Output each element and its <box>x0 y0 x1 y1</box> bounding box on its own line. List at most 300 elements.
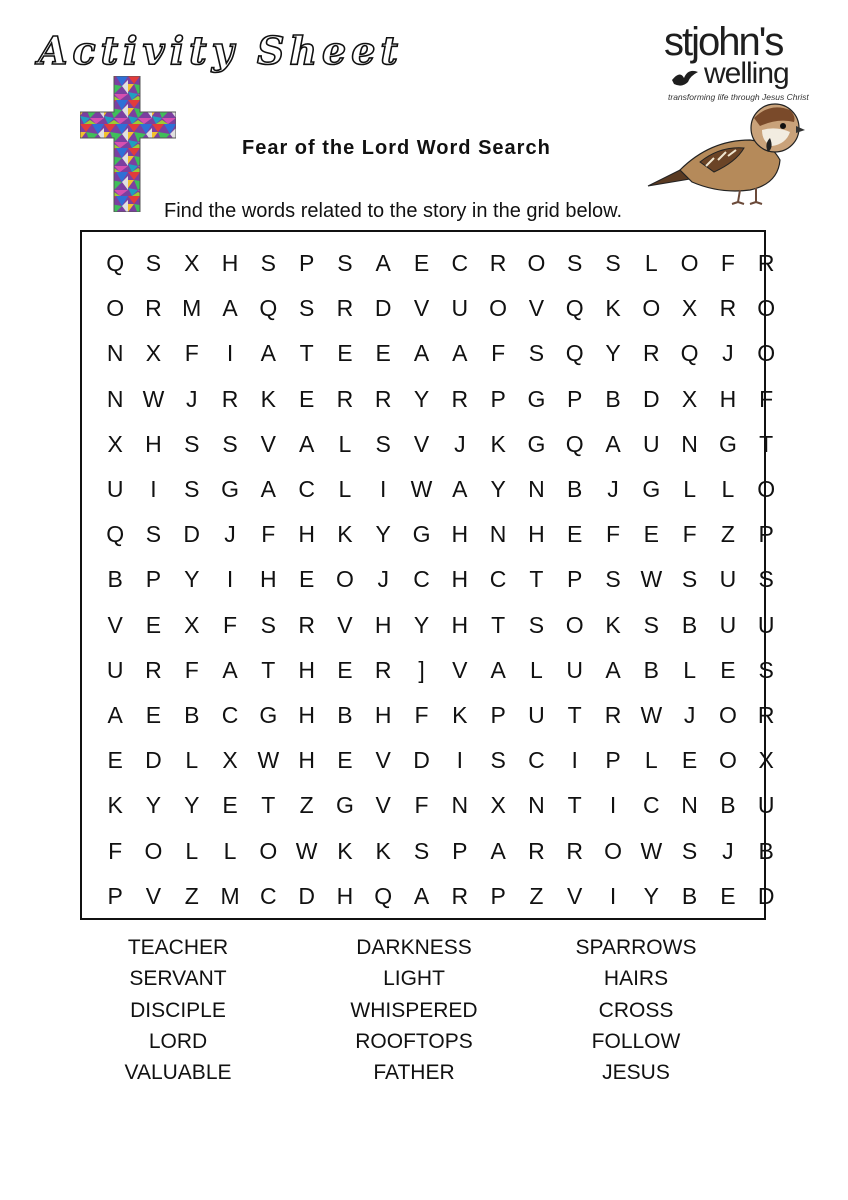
grid-letter: V <box>260 430 276 457</box>
grid-letter: D <box>757 882 775 909</box>
grid-letter: B <box>184 701 200 728</box>
grid-letter: O <box>604 837 622 864</box>
grid-letter: F <box>759 385 774 412</box>
grid-letter: J <box>185 385 198 412</box>
grid-letter: N <box>681 430 698 457</box>
grid-letter: J <box>377 566 389 593</box>
grid-letter: S <box>681 837 698 864</box>
grid-letter: H <box>451 566 469 593</box>
grid-letter: V <box>375 747 391 774</box>
grid-letter: C <box>221 701 239 728</box>
grid-letter: E <box>643 521 659 548</box>
grid-row <box>96 648 785 693</box>
grid-letter: S <box>260 611 276 638</box>
grid-letter: V <box>567 882 583 909</box>
word-list-item: FOLLOW <box>591 1029 681 1053</box>
grid-letter: P <box>298 250 315 277</box>
grid-letter: O <box>259 837 278 864</box>
grid-letter: S <box>567 250 583 277</box>
grid-letter: U <box>642 430 660 457</box>
grid-letter: K <box>605 295 621 322</box>
grid-letter: A <box>413 340 430 367</box>
grid-letter: X <box>222 747 238 774</box>
grid-letter: J <box>607 476 619 503</box>
grid-letter: A <box>260 476 276 503</box>
grid-letter: F <box>414 701 429 728</box>
grid-letter: A <box>413 882 430 909</box>
grid-letter: L <box>683 656 696 683</box>
grid-letter: R <box>719 295 737 322</box>
grid-letter: A <box>298 430 315 457</box>
grid-letter: J <box>722 837 734 864</box>
grid-letter: E <box>413 250 430 277</box>
grid-letter: B <box>337 701 353 728</box>
instructions-text: Find the words related to the story in the grid below. <box>164 200 623 222</box>
grid-letter: U <box>566 656 584 683</box>
grid-letter: L <box>644 747 658 774</box>
grid-letter: F <box>720 250 735 277</box>
grid-letter: S <box>528 340 545 367</box>
grid-letter: W <box>640 837 663 864</box>
grid-letter: T <box>299 340 314 367</box>
grid-letter: A <box>452 476 468 503</box>
grid-letter: F <box>223 611 238 638</box>
grid-row <box>96 557 785 602</box>
grid-letter: B <box>681 611 698 638</box>
grid-letter: P <box>490 701 506 728</box>
grid-letter: X <box>107 430 123 457</box>
grid-letter: D <box>374 295 392 322</box>
grid-letter: A <box>605 656 621 683</box>
grid-letter: U <box>719 611 737 638</box>
grid-letter: J <box>454 430 466 457</box>
grid-letter: C <box>642 792 660 819</box>
grid-letter: E <box>145 611 162 638</box>
grid-letter: T <box>567 701 582 728</box>
grid-letter: P <box>567 566 583 593</box>
sparrow-image <box>640 100 805 205</box>
grid-letter: B <box>567 476 583 503</box>
grid-letter: S <box>337 250 353 277</box>
grid-letter: B <box>643 656 659 683</box>
grid-letter: D <box>145 747 162 774</box>
grid-letter: X <box>184 611 200 638</box>
grid-letter: Z <box>184 882 199 909</box>
grid-letter: R <box>528 837 545 864</box>
grid-letter: N <box>528 792 545 819</box>
grid-letter: E <box>337 340 353 367</box>
grid-letter: X <box>681 385 698 412</box>
grid-letter: L <box>223 837 237 864</box>
grid-letter: V <box>145 882 162 909</box>
grid-row <box>96 603 785 648</box>
grid-letter: A <box>375 250 391 277</box>
grid-letter: S <box>145 250 162 277</box>
word-list-item: HAIRS <box>603 967 669 991</box>
grid-letter: K <box>375 837 391 864</box>
grid-letter: X <box>145 340 162 367</box>
grid-letter: G <box>527 430 546 457</box>
grid-letter: X <box>758 747 774 774</box>
grid-letter: O <box>757 476 776 503</box>
grid-letter: I <box>456 747 464 774</box>
grid-letter: R <box>145 656 162 683</box>
grid-letter: D <box>183 521 201 548</box>
grid-letter: R <box>221 385 239 412</box>
word-list-item: CROSS <box>598 998 674 1022</box>
word-list-item: WHISPERED <box>350 998 478 1022</box>
grid-letter: K <box>605 611 621 638</box>
grid-letter: Q <box>565 430 584 457</box>
grid-letter: X <box>681 295 698 322</box>
grid-letter: J <box>722 340 734 367</box>
grid-letter: Q <box>565 295 584 322</box>
grid-letter: B <box>107 566 123 593</box>
word-list-item: LIGHT <box>383 967 445 991</box>
grid-letter: R <box>336 295 354 322</box>
grid-letter: T <box>491 611 506 638</box>
word-search-title: Fear of the Lord Word Search <box>242 137 551 159</box>
grid-letter: S <box>375 430 391 457</box>
grid-letter: P <box>490 882 506 909</box>
grid-letter: S <box>528 611 545 638</box>
grid-letter: E <box>298 385 315 412</box>
grid-letter: C <box>260 882 277 909</box>
grid-letter: E <box>720 882 736 909</box>
logo-name-line1: stjohn's <box>664 20 783 64</box>
grid-letter: O <box>718 747 737 774</box>
grid-letter: H <box>451 521 469 548</box>
grid-letter: D <box>413 747 430 774</box>
grid-letter: S <box>413 837 430 864</box>
word-list-item: ROOFTOPS <box>355 1029 473 1053</box>
grid-letter: V <box>413 295 430 322</box>
grid-letter: H <box>298 747 315 774</box>
grid-letter: U <box>757 792 775 819</box>
grid-letter: G <box>527 385 546 412</box>
grid-letter: R <box>374 656 392 683</box>
grid-letter: L <box>185 837 199 864</box>
grid-letter: H <box>298 521 315 548</box>
grid-letter: U <box>451 295 469 322</box>
grid-letter: O <box>106 295 125 322</box>
grid-letter: F <box>414 792 429 819</box>
grid-letter: H <box>260 566 277 593</box>
grid-letter: X <box>184 250 200 277</box>
grid-letter: Q <box>259 295 278 322</box>
grid-letter: R <box>604 701 622 728</box>
grid-letter: I <box>609 792 617 819</box>
grid-letter: O <box>642 295 661 322</box>
grid-letter: L <box>683 476 696 503</box>
grid-letter: U <box>528 701 545 728</box>
word-search-grid <box>80 230 776 920</box>
grid-letter: H <box>451 611 469 638</box>
grid-letter: D <box>642 385 660 412</box>
word-list-item: LORD <box>148 1029 208 1053</box>
grid-letter: I <box>609 882 617 909</box>
grid-letter: Y <box>413 611 430 638</box>
grid-letter: W <box>257 747 280 774</box>
grid-letter: P <box>107 882 123 909</box>
grid-letter: E <box>145 701 162 728</box>
grid-letter: B <box>681 882 698 909</box>
grid-letter: U <box>106 476 124 503</box>
grid-letter: E <box>567 521 583 548</box>
grid-letter: G <box>642 476 661 503</box>
grid-letter: F <box>261 521 276 548</box>
grid-letter: O <box>718 701 737 728</box>
grid-letter: T <box>567 792 582 819</box>
grid-letter: S <box>145 521 162 548</box>
grid-letter: B <box>720 792 736 819</box>
grid-letter: L <box>185 747 199 774</box>
grid-letter: S <box>758 566 774 593</box>
word-list <box>80 932 766 1088</box>
word-list-item: JESUS <box>602 1061 670 1085</box>
grid-letter: S <box>260 250 276 277</box>
word-column <box>296 932 532 1088</box>
dove-icon <box>670 66 700 90</box>
grid-letter: S <box>681 566 698 593</box>
grid-letter: B <box>758 837 774 864</box>
grid-letter: P <box>758 521 774 548</box>
grid-letter: Y <box>184 566 200 593</box>
grid-letter: A <box>490 837 506 864</box>
grid-letter: O <box>757 340 776 367</box>
grid-letter: C <box>298 476 315 503</box>
grid-letter: N <box>681 792 698 819</box>
grid-letter: R <box>145 295 162 322</box>
grid-letter: S <box>222 430 238 457</box>
grid-letter: N <box>106 340 124 367</box>
grid-row <box>96 828 785 873</box>
grid-letter: G <box>221 476 239 503</box>
grid-letter: P <box>145 566 162 593</box>
grid-letter: H <box>298 656 315 683</box>
grid-letter: S <box>643 611 659 638</box>
grid-letter: I <box>380 476 387 503</box>
grid-letter: A <box>452 340 468 367</box>
grid-letter: A <box>260 340 276 367</box>
grid-letter: G <box>718 430 737 457</box>
grid-letter: E <box>375 340 391 367</box>
word-list-item: DISCIPLE <box>130 998 226 1022</box>
grid-letter: R <box>489 250 507 277</box>
grid-letter: S <box>605 566 621 593</box>
grid-letter: S <box>298 295 315 322</box>
grid-letter: O <box>489 295 508 322</box>
grid-letter: F <box>491 340 506 367</box>
grid-letter: N <box>106 385 124 412</box>
grid-letter: H <box>528 521 545 548</box>
grid-letter: W <box>640 566 663 593</box>
grid-letter: O <box>335 566 354 593</box>
grid-letter: Z <box>720 521 735 548</box>
grid-letter: E <box>720 656 736 683</box>
grid-row <box>96 377 785 422</box>
grid-letter: I <box>226 340 234 367</box>
grid-letter: N <box>528 476 545 503</box>
grid-letter: Y <box>375 521 391 548</box>
grid-row <box>96 693 785 738</box>
grid-letter: F <box>605 521 621 548</box>
grid-letter: L <box>530 656 543 683</box>
grid-letter: P <box>567 385 583 412</box>
grid-letter: A <box>107 701 123 728</box>
grid-letter: C <box>451 250 469 277</box>
grid-letter: P <box>452 837 468 864</box>
grid-letter: ] <box>418 656 425 683</box>
grid-row <box>96 467 785 512</box>
grid-letter: K <box>452 701 468 728</box>
grid-letter: V <box>413 430 430 457</box>
grid-letter: E <box>681 747 698 774</box>
grid-letter: M <box>182 295 202 322</box>
grid-letter: T <box>529 566 544 593</box>
grid-letter: A <box>490 656 506 683</box>
grid-letter: K <box>337 521 353 548</box>
grid-letter: Y <box>145 792 162 819</box>
word-column <box>60 932 296 1088</box>
grid-letter: I <box>571 747 578 774</box>
grid-letter: D <box>298 882 315 909</box>
grid-letter: A <box>605 430 621 457</box>
grid-letter: W <box>640 701 663 728</box>
word-list-item: TEACHER <box>127 936 229 959</box>
grid-letter: H <box>221 250 239 277</box>
word-list-item: SERVANT <box>129 967 227 991</box>
church-logo <box>664 22 828 104</box>
grid-letter: Z <box>299 792 314 819</box>
grid-letter: L <box>338 430 352 457</box>
grid-letter: O <box>757 295 776 322</box>
grid-letter: I <box>150 476 157 503</box>
grid-letter: S <box>184 476 200 503</box>
grid-letter: A <box>222 295 238 322</box>
grid-letter: Z <box>529 882 544 909</box>
grid-letter: E <box>337 747 353 774</box>
grid-letter: R <box>757 701 775 728</box>
grid-letter: I <box>226 566 234 593</box>
grid-letter: Q <box>565 340 584 367</box>
grid-letter: K <box>260 385 276 412</box>
grid-letter: Q <box>106 521 125 548</box>
grid-letter: Y <box>643 882 659 909</box>
grid-letter: T <box>759 430 774 457</box>
grid-letter: U <box>106 656 124 683</box>
grid-letter: Y <box>413 385 430 412</box>
grid-letter: P <box>605 747 621 774</box>
grid-row <box>96 241 785 286</box>
word-list-item: VALUABLE <box>124 1061 232 1085</box>
grid-letter: J <box>683 701 696 728</box>
grid-letter: R <box>374 385 392 412</box>
grid-row <box>96 874 785 919</box>
grid-letter: H <box>719 385 737 412</box>
grid-letter: R <box>642 340 660 367</box>
grid-letter: X <box>490 792 506 819</box>
grid-letter: P <box>490 385 506 412</box>
grid-row <box>96 286 785 331</box>
grid-letter: K <box>337 837 353 864</box>
grid-letter: E <box>107 747 123 774</box>
grid-letter: W <box>142 385 165 412</box>
word-list-item: FATHER <box>373 1061 455 1085</box>
grid-letter: S <box>184 430 200 457</box>
grid-row <box>96 783 785 828</box>
activity-sheet-title: Activity Sheet <box>38 28 403 73</box>
word-list-item: DARKNESS <box>356 936 472 959</box>
grid-letter: H <box>145 430 162 457</box>
grid-letter: J <box>224 521 236 548</box>
grid-letter: Y <box>605 340 621 367</box>
grid-letter: E <box>337 656 353 683</box>
grid-letter: V <box>337 611 353 638</box>
grid-letter: U <box>757 611 775 638</box>
grid-letter: Q <box>680 340 699 367</box>
grid-letter: O <box>565 611 584 638</box>
logo-name-line2: welling <box>704 57 789 90</box>
grid-row <box>96 738 785 783</box>
grid-letter: R <box>298 611 315 638</box>
grid-letter: V <box>528 295 545 322</box>
grid-letter: L <box>721 476 735 503</box>
grid-letter: F <box>184 656 199 683</box>
grid-letter: G <box>412 521 431 548</box>
grid-letter: S <box>490 747 506 774</box>
grid-letter: O <box>680 250 699 277</box>
grid-letter: F <box>108 837 123 864</box>
grid-letter: M <box>220 882 240 909</box>
grid-letter: T <box>261 792 276 819</box>
grid-letter: U <box>719 566 737 593</box>
grid-letter: L <box>644 250 658 277</box>
grid-letter: S <box>758 656 774 683</box>
grid-letter: W <box>410 476 433 503</box>
grid-letter: W <box>295 837 318 864</box>
grid-letter: N <box>451 792 469 819</box>
grid-letter: H <box>374 611 392 638</box>
grid-row <box>96 331 785 376</box>
grid-letter: R <box>566 837 584 864</box>
grid-letter: E <box>222 792 238 819</box>
grid-letter: V <box>107 611 123 638</box>
grid-letter: T <box>261 656 276 683</box>
grid-letter: N <box>489 521 507 548</box>
grid-letter: K <box>107 792 123 819</box>
grid-letter: O <box>527 250 546 277</box>
grid-row <box>96 422 785 467</box>
grid-letter: C <box>413 566 430 593</box>
letter-grid <box>96 241 785 919</box>
grid-letter: E <box>298 566 315 593</box>
grid-letter: F <box>682 521 697 548</box>
grid-letter: R <box>451 385 469 412</box>
grid-letter: F <box>184 340 199 367</box>
word-column <box>518 932 754 1088</box>
word-list-item: SPARROWS <box>575 936 697 959</box>
grid-letter: R <box>451 882 469 909</box>
grid-letter: H <box>336 882 354 909</box>
grid-letter: R <box>336 385 354 412</box>
grid-letter: Y <box>490 476 506 503</box>
grid-letter: L <box>338 476 352 503</box>
grid-letter: V <box>375 792 391 819</box>
grid-letter: H <box>298 701 315 728</box>
grid-letter: Q <box>106 250 125 277</box>
stained-glass-cross-image <box>80 76 176 212</box>
